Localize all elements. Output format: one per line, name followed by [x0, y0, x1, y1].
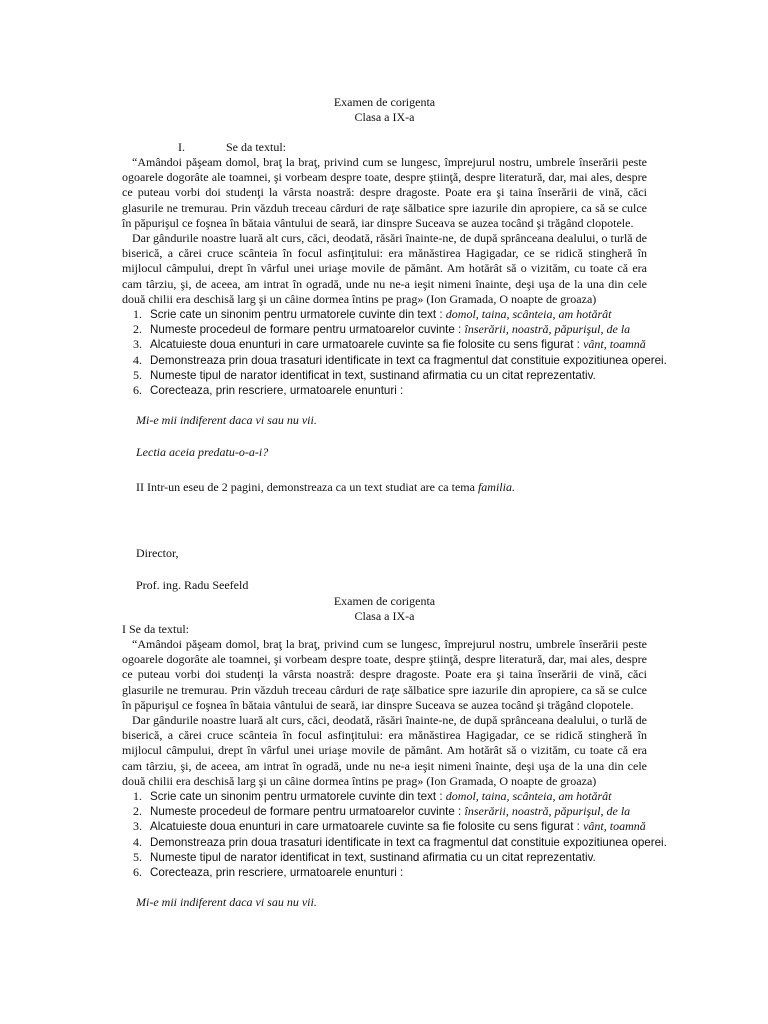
question-item: [133, 819, 656, 834]
question-words: domol, taina, scânteia, am hotărât: [445, 789, 612, 803]
question-text: Alcatuieste doua enunturi in care urmatoarele cuvinte sa fie folosite cu sens figurat :: [150, 338, 584, 352]
exam2-subtitle: Clasa a IX-a: [354, 609, 415, 624]
question-words: vânt, toamnă: [583, 337, 646, 352]
question-text: Alcatuieste doua enunturi in care urmatoarele cuvinte sa fie folosite cu sens figurat :: [150, 820, 584, 834]
question-words: înserării, noastră, păpurişul, de la: [464, 804, 631, 819]
exam1-director-name: Prof. ing. Radu Seefeld: [136, 578, 249, 592]
question-number: 3.: [133, 337, 142, 352]
exam1-paragraph-2: Dar gândurile noastre luară alt curs, căci, deodată, răsări înainte-ne, de după sprânceana dealului, o turlă de biserică, a cărei cruce scânteia în focul asfinţitului: era mănăstirea Hagigadar, ce se ridică stingheră în mijlocul câmpului, drept în vârful unei uriaşe movile de pământ. Am hotărât să o vizităm, cu toate că era cam târziu, şi, de aceea, am intrat în ogradă, unde nu ne-a ieşit nimeni înainte, deşi uşa de la una din cele două chilii era deschisă larg şi un câine dormea întins pe prag» (Ion Gramada, O noapte de groaza): [122, 231, 647, 306]
question-number: 1.: [133, 789, 142, 803]
question-text: Corecteaza, prin rescriere, urmatoarele enunturi :: [150, 383, 404, 397]
exam2-header: [122, 594, 647, 624]
exam1-text-fragment: [122, 155, 647, 307]
question-words: vânt, toamnă: [583, 819, 646, 834]
question-number: 5.: [133, 367, 142, 382]
question-number: 2.: [133, 804, 142, 819]
exam1-section2-theme: familia.: [477, 480, 515, 494]
question-item: [133, 789, 656, 804]
exam2-title: Examen de corigenta: [333, 594, 436, 608]
question-number: 6.: [133, 382, 142, 397]
question-number: 5.: [133, 849, 142, 864]
exam1-section1-number: I.: [178, 140, 185, 154]
exam1-paragraph-1: “Amândoi păşeam domol, braţ la braţ, privind cum se lungesc, împrejurul nostru, umbrele înserării peste ogoarele dogorâte ale toamnei, şi vorbeam despre toate, despre ştiinţă, despre literatură, dar, mai ales, despre ce puteau vorbi doi studenţi la vârsta noastră: despre dragoste. Poate era şi taina înserării de vină, căci glasurile ne tremurau. Prin văzduh treceau cârduri de raţe sălbatice spre iazurile din apropiere, ca să se culce în păpurişul ce foşnea în bătaia vântului de seară, iar dinspre Suceava se auzea tocând şi trăgând clopotele.: [122, 155, 647, 230]
exam1-question-list: [133, 307, 667, 398]
question-item: [133, 804, 656, 819]
exam1-section1-heading: [122, 140, 647, 155]
question-number: 3.: [133, 819, 142, 834]
question-text: Demonstreaza prin doua trasaturi identificate in text ca fragmentul dat constituie expozitiunea operei.: [150, 835, 667, 849]
exam2-paragraph-1: “Amândoi păşeam domol, braţ la braţ, privind cum se lungesc, împrejurul nostru, umbrele înserării peste ogoarele dogorâte ale toamnei, şi vorbeam despre toate, despre ştiinţă, despre literatură, dar, mai ales, despre ce puteau vorbi doi studenţi la vârsta noastră: despre dragoste. Poate era şi taina înserării de vină, căci glasurile ne tremurau. Prin văzduh treceau cârduri de raţe sălbatice spre iazurile din apropiere, ca să se culce în păpurişul ce foşnea în bătaia vântului de seară, iar dinspre Suceava se auzea tocând şi trăgând clopotele.: [122, 637, 647, 712]
exam2-sentence-1: Mi-e mii indiferent daca vi sau nu vii.: [136, 895, 317, 909]
exam2-section1-heading: I Se da textul:: [122, 622, 189, 636]
question-text: Numeste procedeul de formare pentru urmatoarelor cuvinte :: [150, 323, 465, 337]
exam2-question-list: [133, 789, 667, 880]
question-item: [133, 322, 656, 337]
exam2-text-fragment: [122, 637, 647, 789]
exam1-section2: [136, 480, 515, 495]
question-text: Numeste tipul de narator identificat in text, sustinand afirmatia cu un citat reprezentativ.: [150, 368, 596, 382]
question-item: [133, 849, 656, 865]
question-text: Numeste tipul de narator identificat in text, sustinand afirmatia cu un citat reprezentativ.: [150, 850, 596, 864]
exam1-sentence-2: Lectia aceia predatu-o-a-i?: [136, 445, 269, 459]
question-item: [133, 352, 667, 368]
question-text: Numeste procedeul de formare pentru urmatoarelor cuvinte :: [150, 805, 465, 819]
question-item: [133, 307, 656, 322]
exam1-sentence-1: Mi-e mii indiferent daca vi sau nu vii.: [136, 413, 317, 427]
question-item: [133, 367, 656, 383]
question-item: [133, 337, 656, 352]
exam1-title: Examen de corigenta: [333, 95, 436, 109]
exam1-header: [122, 95, 647, 125]
question-number: 1.: [133, 307, 142, 321]
question-item: [133, 382, 656, 398]
question-item: [133, 864, 656, 880]
question-number: 2.: [133, 322, 142, 337]
question-text: Scrie cate un sinonim pentru urmatorele cuvinte din text :: [150, 790, 446, 803]
question-number: 6.: [133, 864, 142, 879]
question-number: 4.: [133, 352, 142, 367]
question-text: Scrie cate un sinonim pentru urmatorele cuvinte din text :: [150, 308, 446, 321]
exam1-subtitle: Clasa a IX-a: [354, 110, 415, 125]
question-item: [133, 834, 667, 850]
exam2-paragraph-2: Dar gândurile noastre luară alt curs, căci, deodată, răsări înainte-ne, de după sprânceana dealului, o turlă de biserică, a cărei cruce scânteia în focul asfinţitului: era mănăstirea Hagigadar, ce se ridică stingheră în mijlocul câmpului, drept în vârful unei uriaşe movile de pământ. Am hotărât să o vizităm, cu toate că era cam târziu, şi, de aceea, am intrat în ogradă, unde nu ne-a ieşit nimeni înainte, deşi uşa de la una din cele două chilii era deschisă larg şi un câine dormea întins pe prag» (Ion Gramada, O noapte de groaza): [122, 713, 647, 788]
question-number: 4.: [133, 834, 142, 849]
exam1-director-label: Director,: [136, 546, 179, 560]
question-text: Demonstreaza prin doua trasaturi identificate in text ca fragmentul dat constituie expozitiunea operei.: [150, 353, 667, 367]
exam1-section1-label: Se da textul:: [226, 140, 286, 154]
exam1-section2-text: II Intr-un eseu de 2 pagini, demonstreaza ca un text studiat are ca tema: [136, 480, 478, 494]
question-words: înserării, noastră, păpurişul, de la: [464, 322, 631, 337]
question-text: Corecteaza, prin rescriere, urmatoarele enunturi :: [150, 865, 404, 879]
question-words: domol, taina, scânteia, am hotărât: [445, 307, 612, 321]
